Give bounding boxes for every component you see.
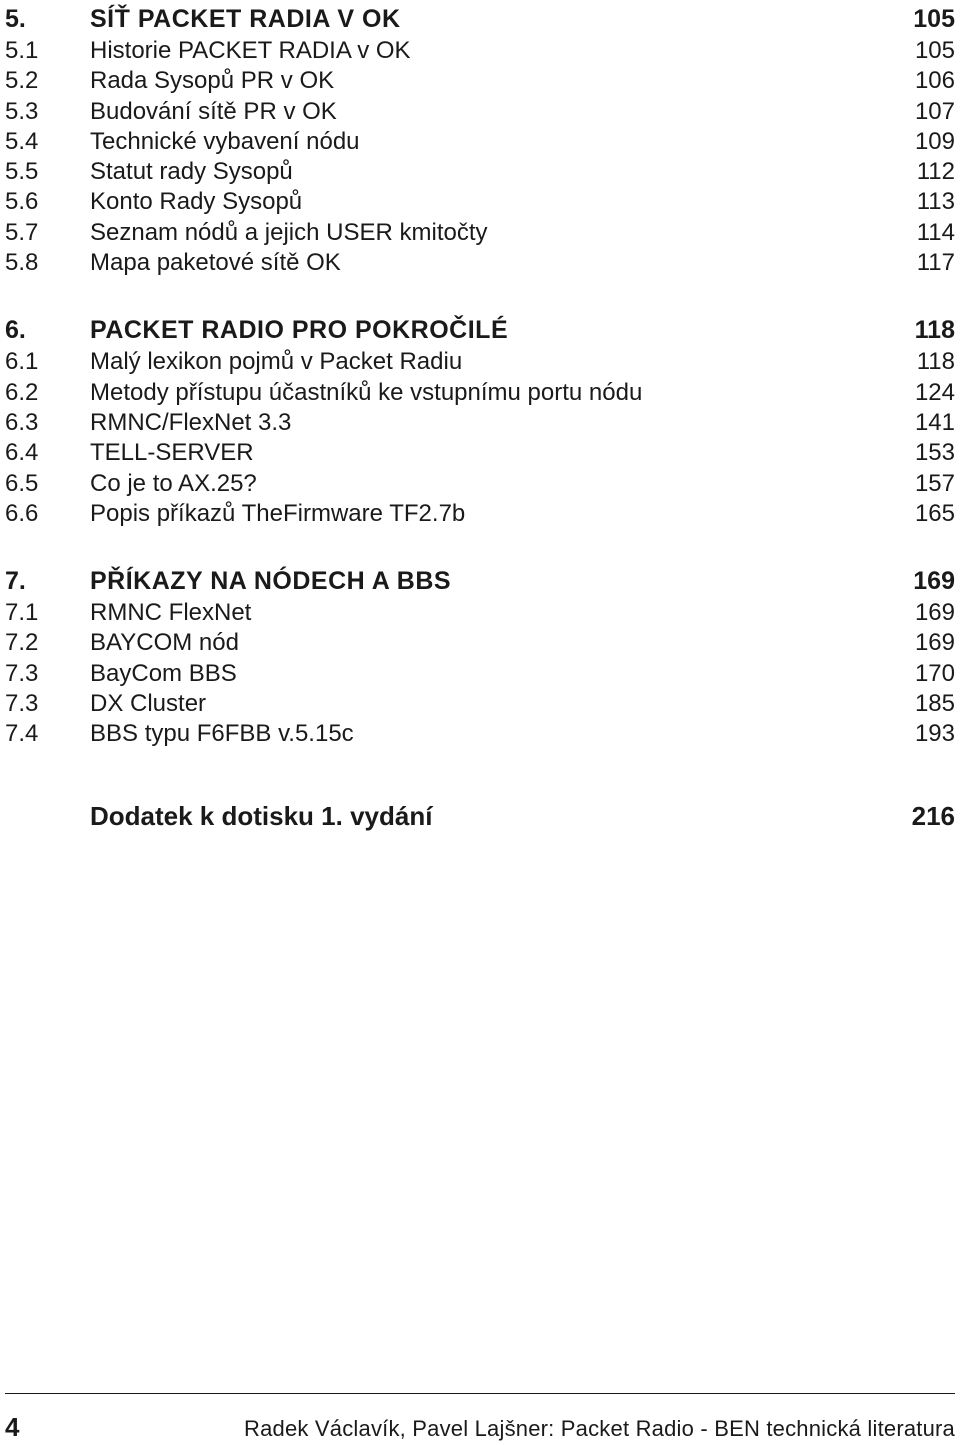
footer-divider <box>5 1393 955 1394</box>
entry-number: 6.5 <box>5 469 39 497</box>
entry-number: 6.6 <box>5 499 39 527</box>
toc-section-5 <box>0 3 960 278</box>
entry-title: Malý lexikon pojmů v Packet Radiu <box>90 348 463 376</box>
chapter-title: PACKET RADIO PRO POKROČILÉ <box>90 316 509 345</box>
entry-page: 113 <box>916 188 955 216</box>
entry-title: Mapa paketové sítě OK <box>90 249 341 277</box>
entry-number: 5.3 <box>5 97 39 125</box>
entry-page: 124 <box>914 378 955 406</box>
toc-entry <box>0 248 960 278</box>
entry-page: 106 <box>914 67 955 95</box>
footer-credit: Radek Václavík, Pavel Lajšner: Packet Radio - BEN technická literatura <box>244 1416 955 1441</box>
entry-page: 185 <box>914 690 955 718</box>
chapter-page: 169 <box>913 567 955 596</box>
entry-title: Popis příkazů TheFirmware TF2.7b <box>90 499 466 527</box>
entry-title: Co je to AX.25? <box>90 469 257 497</box>
entry-title: Rada Sysopů PR v OK <box>90 67 335 95</box>
entry-page: 169 <box>914 599 955 627</box>
entry-title: Metody přístupu účastníků ke vstupnímu portu nódu <box>90 378 643 406</box>
chapter-number: 6. <box>5 316 26 345</box>
entry-page: 118 <box>916 348 955 376</box>
entry-number: 6.1 <box>5 348 39 376</box>
toc-entry <box>0 469 960 499</box>
entry-number: 7.1 <box>5 599 39 627</box>
toc-entry <box>0 378 960 408</box>
toc-entry <box>0 127 960 157</box>
entry-number: 5.6 <box>5 188 39 216</box>
entry-title: RMNC FlexNet <box>90 599 252 627</box>
entry-page: 170 <box>914 659 955 687</box>
entry-page: 114 <box>916 218 955 246</box>
toc-section-6 <box>0 314 960 529</box>
entry-title: DX Cluster <box>90 690 207 718</box>
entry-title: BAYCOM nód <box>90 629 239 657</box>
entry-number: 5.1 <box>5 37 39 64</box>
toc-entry <box>0 438 960 468</box>
entry-page: 157 <box>914 469 955 497</box>
toc-chapter-heading <box>0 314 960 347</box>
entry-page: 112 <box>916 158 955 186</box>
toc-entry <box>0 66 960 96</box>
toc-entry <box>0 157 960 187</box>
chapter-title: SÍŤ PACKET RADIA V OK <box>90 5 401 33</box>
table-of-contents <box>0 3 960 786</box>
toc-entry <box>0 719 960 749</box>
entry-title: Konto Rady Sysopů <box>90 188 303 216</box>
toc-section-7 <box>0 565 960 749</box>
entry-page: 141 <box>914 408 955 436</box>
entry-title: Statut rady Sysopů <box>90 158 293 186</box>
appendix-page: 216 <box>911 801 955 831</box>
entry-page: 107 <box>914 97 955 125</box>
entry-number: 7.3 <box>5 659 39 687</box>
toc-entry <box>0 347 960 377</box>
toc-entry <box>0 499 960 529</box>
toc-entry <box>0 218 960 248</box>
appendix-title: Dodatek k dotisku 1. vydání <box>90 801 433 831</box>
entry-number: 7.3 <box>5 690 39 718</box>
entry-number: 5.8 <box>5 249 39 277</box>
chapter-title: PŘÍKAZY NA NÓDECH A BBS <box>90 567 452 596</box>
chapter-number: 5. <box>5 5 26 33</box>
entry-page: 117 <box>916 249 955 277</box>
entry-title: Budování sítě PR v OK <box>90 97 337 125</box>
page-footer <box>0 1412 960 1444</box>
entry-page: 153 <box>914 439 955 467</box>
entry-page: 169 <box>914 629 955 657</box>
toc-entry <box>0 689 960 719</box>
entry-number: 6.4 <box>5 439 39 467</box>
entry-page: 193 <box>914 720 955 748</box>
entry-title: Technické vybavení nódu <box>90 127 360 155</box>
entry-title: BBS typu F6FBB v.5.15c <box>90 720 354 748</box>
entry-title: Seznam nódů a jejich USER kmitočty <box>90 218 488 246</box>
toc-appendix-entry <box>0 800 960 832</box>
entry-number: 6.3 <box>5 408 39 436</box>
entry-page: 109 <box>914 127 955 155</box>
entry-number: 7.4 <box>5 720 39 748</box>
entry-title: RMNC/FlexNet 3.3 <box>90 408 292 436</box>
toc-entry <box>0 36 960 66</box>
entry-number: 7.2 <box>5 629 39 657</box>
entry-number: 5.7 <box>5 218 39 246</box>
toc-entry <box>0 408 960 438</box>
entry-number: 5.2 <box>5 67 39 95</box>
toc-entry <box>0 628 960 658</box>
entry-page: 165 <box>914 499 955 527</box>
entry-number: 5.4 <box>5 127 39 155</box>
entry-page: 105 <box>914 37 955 64</box>
toc-entry <box>0 659 960 689</box>
footer-page-number: 4 <box>5 1412 20 1442</box>
toc-entry <box>0 598 960 628</box>
toc-chapter-heading <box>0 565 960 598</box>
chapter-page: 105 <box>913 5 955 33</box>
entry-title: Historie PACKET RADIA v OK <box>90 37 411 64</box>
entry-title: TELL-SERVER <box>90 439 254 467</box>
toc-chapter-heading <box>0 3 960 36</box>
entry-number: 5.5 <box>5 158 39 186</box>
entry-number: 6.2 <box>5 378 39 406</box>
toc-entry <box>0 187 960 217</box>
entry-title: BayCom BBS <box>90 659 237 687</box>
chapter-page: 118 <box>914 316 955 345</box>
toc-entry <box>0 97 960 127</box>
chapter-number: 7. <box>5 567 26 596</box>
